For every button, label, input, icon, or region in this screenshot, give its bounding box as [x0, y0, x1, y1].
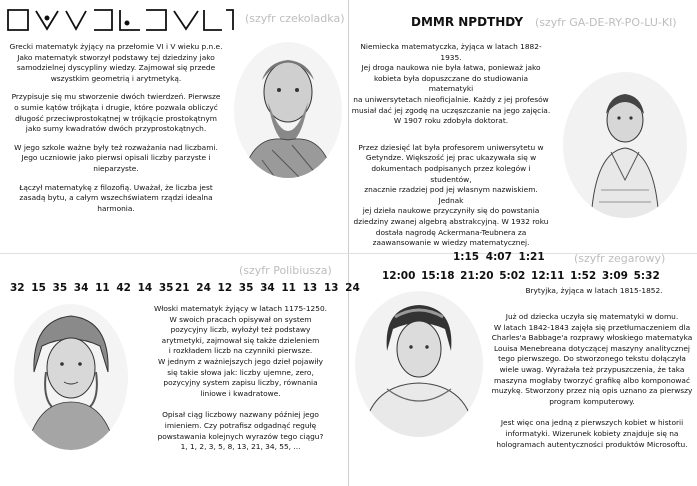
cipher-label: (szyfr czekoladka): [245, 12, 345, 25]
bio-paragraph: Jest więc ona jedną z pierwszych kobiet w historii informatyki. Wizerunek kobiety znajduje się na hologramach autentyczności produktów Microsoftu.: [496, 418, 688, 449]
cipher-code-word-1: 32 15 35 34 11 42 14 35: [10, 282, 174, 294]
pythagoras-portrait-icon: [232, 40, 344, 180]
lovelace-portrait-icon: [353, 289, 485, 439]
bio-paragraph: W jego szkole ważne były też rozważania nad liczbami. Jego uczniowie jako pierwsi opisali liczby parzyste i nieparzyste.: [14, 142, 218, 173]
lovelace-intro: Brytyjka, żyjąca w latach 1815-1852.: [525, 286, 663, 295]
bio-paragraph: Opisał ciąg liczbowy nazwany później jego imieniem. Czy potrafisz odgadnąć regułę powstawania kolejnych wyrazów tego ciągu? 1, 1, 2, 3, 5, 8, 13, 21, 34, 55, ...: [157, 410, 324, 452]
fibonacci-section: [0, 254, 360, 486]
fibonacci-bio: [138, 304, 343, 461]
bio-paragraph: Już od dziecka uczyła się matematyki w domu. W latach 1842-1843 zajęła się przetłumaczeniem dla Charles'a Babbage'a rozprawy włoskiego matematyka Louisa Menebreana dotyczącej maszyny analitycznej tego pierwszego. Do stworzonego tekstu dołączyła wiele uwag. Wyrażała też przypuszczenia, że taka maszyna mogłaby tworzyć grafikę albo komponować muzykę. Stworzony przez nią opis uznano za pierwszy program komputerowy.: [491, 312, 693, 406]
noether-bio: [351, 42, 551, 257]
lovelace-section: [349, 251, 697, 486]
cipher-code-word-2: 21 24 12 35 34 11 13 13 24: [175, 282, 360, 294]
pythagoras-bio: [2, 42, 230, 222]
fibonacci-portrait-icon: [12, 302, 130, 452]
cipher-label: (szyfr Polibiusza): [239, 264, 332, 277]
noether-section: [349, 0, 697, 253]
bio-paragraph: Łączył matematykę z filozofią. Uważał, że liczba jest zasadą bytu, a całym wszechświatem rządzi idealna harmonia.: [19, 182, 213, 213]
bio-paragraph: Przypisuje się mu stworzenie dwóch twierdzeń. Pierwsze o sumie kątów trójkąta i drugie, które pozwala obliczyć długość przeciwprostokątnej w trójkącie prostokątnym jako sumy kwadratów dwóch przyprostokątnych.: [11, 92, 221, 134]
lovelace-bio: [489, 312, 695, 458]
bio-paragraph: Niemiecka matematyczka, żyjąca w latach 1882-1935. Jej droga naukowa nie była łatwa, ponieważ jako kobieta była dopuszczane do studiowania matematyki na uniwersytetach nieoficjalnie. Każdy z jej profesów musiał dać jej zgodę na uczęszczanie na jego zajęcia. W 1907 roku zdobyła doktorat.: [351, 42, 551, 126]
bio-paragraph: Włoski matematyk żyjący w latach 1175-1250. W swoich pracach opisywał on system pozycyjny liczb, wyłożył też podstawy arytmetyki, zajmował się także dzieleniem i rozkładem liczb na czynniki pierwsze. W jednym z ważniejszych jego dzieł pojawiły się takie słowa jak: liczby ujemne, zero, pozycyjny system zapisu liczby, równania liniowe i kwadratowe.: [153, 304, 328, 398]
cipher-code-word-2: 12:00 15:18 21:20 5:02 12:11 1:52 3:09 5:32: [382, 270, 660, 282]
pythagoras-section: [0, 0, 348, 253]
cipher-title: DMMR NPDTHDY: [411, 15, 524, 29]
bio-paragraph: Grecki matematyk żyjący na przełomie VI i V wieku p.n.e. Jako matematyk stworzył podstawy tej dziedziny jako samodzielnej dyscypliny wiedzy. Zajmował się przede wszystkim geometrią i arytmetyką.: [9, 42, 223, 83]
cipher-label: (szyfr GA-DE-RY-PO-LU-KI): [535, 16, 677, 29]
noether-portrait-icon: [561, 70, 689, 220]
cipher-code-word-1: 1:15 4:07 1:21: [453, 251, 545, 263]
cipher-label: (szyfr zegarowy): [574, 252, 666, 265]
pigpen-cipher-icon: [6, 8, 234, 32]
bio-paragraph: Przez dziesięć lat była profesorem uniwersytetu w Getyndze. Większość jej prac ukazywała się w dokumentach podpisanych przez kolegów i studentów, znacznie rzadziej pod jej własnym nazwiskiem. Jednak jej dzieła naukowe przyczyniły się do powstania dziedziny zwanej algebrą abstrakcyjną. W 1932 roku dostała nagrodę Ackermana-Teubnera za zaawansowanie w wiedzy matematycznej.: [353, 142, 549, 248]
